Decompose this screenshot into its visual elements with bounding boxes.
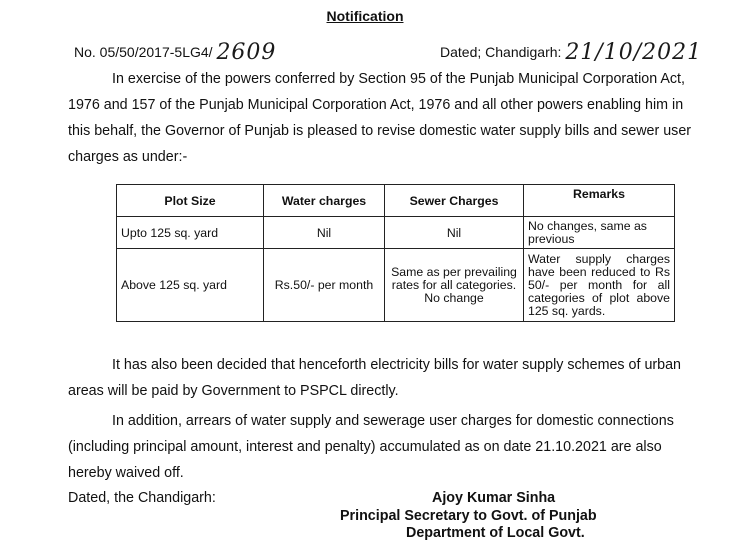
intro-paragraph: In exercise of the powers conferred by Section 95 of the Punjab Municipal Corporation Act, 1976 and 157 of the Punjab Municipal Corporation Act, 1976 and all other powers enabling him in this behalf, the Governor of Punjab is pleased to revise domestic water supply bills and sewer user charges as under:- (68, 71, 692, 165)
header-plot-size: Plot Size (117, 185, 264, 217)
handwritten-date: 21/10/2021 (565, 40, 703, 65)
cell-sewer-charges: Nil (385, 217, 524, 249)
cell-water-charges: Nil (264, 217, 385, 249)
table-row (117, 249, 675, 322)
signatory-name: Ajoy Kumar Sinha (432, 490, 556, 506)
signatory-designation: Principal Secretary to Govt. of Punjab (340, 508, 597, 524)
reference-number (74, 38, 276, 63)
header-remarks: Remarks (524, 185, 675, 217)
cell-plot-size: Upto 125 sq. yard (117, 217, 264, 249)
reference-date (440, 38, 702, 63)
cell-remarks: Water supply charges have been reduced to Rs 50/- per month for all categories of plot above 125 sq. yards. (524, 249, 675, 322)
table-row (117, 217, 675, 249)
header-water-charges: Water charges (264, 185, 385, 217)
cell-remarks: No changes, same as previous (524, 217, 675, 249)
cell-plot-size: Above 125 sq. yard (117, 249, 264, 322)
page-title: Notification (326, 8, 404, 24)
dated-label: Dated; Chandigarh: (440, 44, 562, 60)
signatory-department: Department of Local Govt. (406, 525, 585, 541)
header-sewer-charges: Sewer Charges (385, 185, 524, 217)
handwritten-number: 2609 (216, 40, 277, 65)
charges-table (116, 184, 675, 322)
closing-dated: Dated, the Chandigarh: (68, 490, 216, 506)
arrears-paragraph: In addition, arrears of water supply and sewerage user charges for domestic connections (including principal amount, interest and penalty) accumulated as on date 21.10.2021 are also hereby waived off. (68, 413, 674, 481)
cell-water-charges: Rs.50/- per month (264, 249, 385, 322)
cell-sewer-charges: Same as per prevailing rates for all categories. No change (385, 249, 524, 322)
electricity-paragraph: It has also been decided that henceforth electricity bills for water supply schemes of urban areas will be paid by Government to PSPCL directly. (68, 357, 682, 399)
table-header-row (117, 185, 675, 217)
reference-number-label: No. 05/50/2017-5LG4/ (74, 44, 213, 60)
